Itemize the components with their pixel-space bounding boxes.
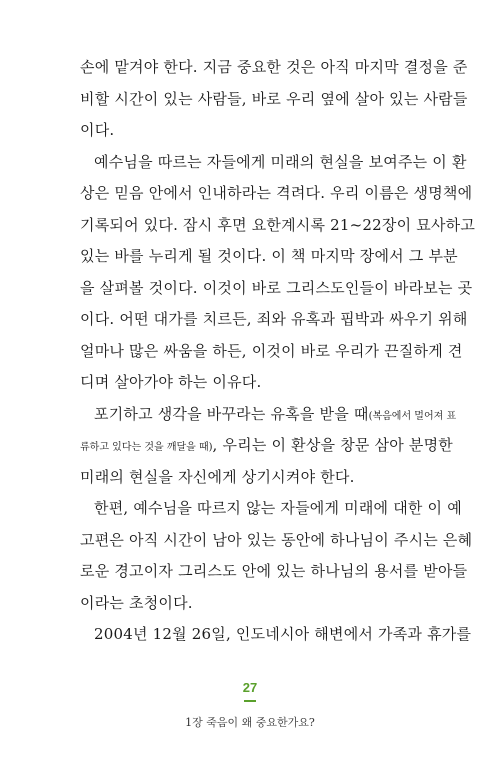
text-line: 2004년 12월 26일, 인도네시아 해변에서 가족과 휴가를 <box>94 625 472 643</box>
text-line: 고편은 아직 시간이 남아 있는 동안에 하나님이 주시는 은혜 <box>80 530 473 549</box>
page-number: 27 <box>242 680 258 695</box>
parenthetical-note: (복음에서 멀어져 표 <box>368 410 457 422</box>
text-line: 상은 믿음 안에서 인내하라는 격려다. 우리 이름은 생명책에 <box>80 184 473 202</box>
text-line: 미래의 현실을 자신에게 상기시켜야 한다. <box>80 467 355 486</box>
text-line: 이라는 초청이다. <box>80 593 193 612</box>
text-line: 손에 맡겨야 한다. 지금 중요한 것은 아직 마지막 결정을 준 <box>80 58 468 76</box>
body-text <box>80 52 476 651</box>
text-line: 기록되어 있다. 잠시 후면 요한계시록 21~22장이 묘사하고 <box>80 215 476 234</box>
text-segment: , 우리는 이 환상을 창문 삼아 분명한 <box>212 436 453 454</box>
running-footer-chapter-title: 1장 죽음이 왜 중요한가요? <box>185 716 315 729</box>
text-segment: 포기하고 생각을 바꾸라는 유혹을 받을 때 <box>94 404 369 423</box>
text-line: 이다. 어떤 대가를 치르든, 죄와 유혹과 핍박과 싸우기 위해 <box>80 310 468 328</box>
text-line: 얼마나 많은 싸움을 하든, 이것이 바로 우리가 끈질하게 견 <box>80 341 463 360</box>
text-line: 한편, 예수님을 따르지 않는 자들에게 미래에 대한 이 예 <box>94 499 462 517</box>
text-line: 있는 바를 누리게 될 것이다. 이 책 마지막 장에서 그 부분 <box>80 247 458 265</box>
text-line <box>80 399 457 431</box>
parenthetical-note: 류하고 있다는 것을 깨달을 때) <box>80 442 213 453</box>
text-line: 로운 경고이자 그리스도 안에 있는 하나님의 용서를 받아들 <box>80 562 468 580</box>
text-line: 디며 살아가야 하는 이유다. <box>80 373 262 391</box>
text-line: 이다. <box>80 121 115 139</box>
page-number-rule <box>244 700 256 702</box>
text-line <box>80 430 453 462</box>
text-line: 비할 시간이 있는 사람들, 바로 우리 옆에 살아 있는 사람들 <box>80 89 468 108</box>
text-line: 을 살펴볼 것이다. 이것이 바로 그리스도인들이 바라보는 곳 <box>80 278 473 297</box>
text-line: 예수님을 따르는 자들에게 미래의 현실을 보여주는 이 환 <box>94 152 467 171</box>
